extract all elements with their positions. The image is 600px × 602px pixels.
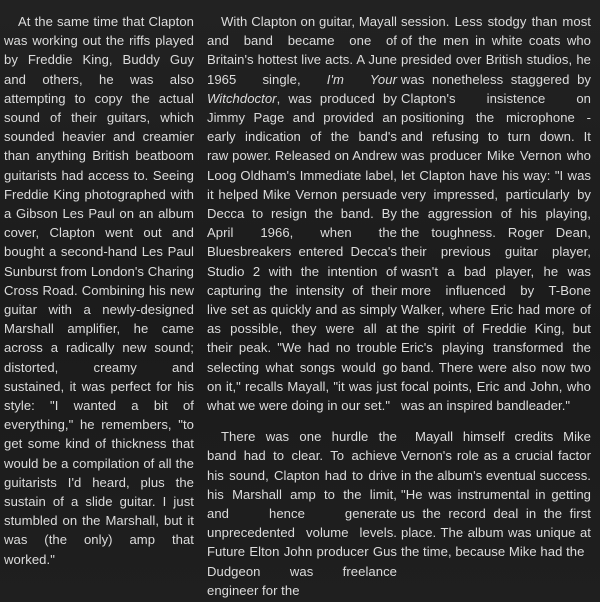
paragraph-text: There was one hurdle the band had to clear. To achieve his sound, Clapton had to drive his Marshall amp to the limit, and hence generate unprecedented volume levels. Future Elton John producer Gus Dudgeon was freelance engineer for the [207,429,397,598]
paragraph [401,12,591,415]
text-column-2 [207,12,397,600]
paragraph [207,427,397,600]
paragraph-text: With Clapton on guitar, Mayall and band became one of Britain's hottest live acts. A June 1965 single, [207,14,397,87]
paragraph-text: , was produced by Jimmy Page and provided an early indication of the band's raw power. Released on Andrew Loog Oldham's Immediate label, it helped Mike Vernon persuade Decca to resign the band. By April 1966, when the Bluesbreakers entered Decca's Studio 2 with the intention of capturing the intensity of their live set as quickly and as simply as possible, they were all at their peak. "We had no trouble selecting what songs would go on it," recalls Mayall, "it was just what we were doing in our set." [207,90,397,414]
paragraph [207,12,397,415]
paragraph-text: session. Less stodgy than most of the men in white coats who presided over British studios, he was nonetheless staggered by Clapton's insistence on positioning the microphone - and refusing to turn down. It was producer Mike Vernon who let Clapton have his way: "I was very impressed, particularly by the aggression of his playing, the toughness. Roger Dean, their previous guitar player, wasn't a bad player, he was more influenced by T-Bone Walker, where Eric had more of the spirit of Freddie King, but Eric's playing transformed the band. There were also now two focal points, Eric and John, who was an inspired bandleader." [401,14,591,414]
paragraph [4,12,194,569]
paragraph [401,427,591,561]
paragraph-text: At the same time that Clapton was working out the riffs played by Freddie King, Buddy Guy and others, he was also attempting to copy the actual sound of their guitars, which sounded heavier and creamier than anything British beatboom guitarists had access to. Seeing Freddie King photographed with a Gibson Les Paul on an album cover, Clapton went out and bought a second-hand Les Paul Sunburst from London's Charing Cross Road. Combining his new guitar with a newly-designed Marshall amplifier, he came across a radically new sound; distorted, creamy and sustained, it was perfect for his style: "I wanted a bit of everything," he remembers, "to get some kind of thickness that would be a compilation of all the guitarists I'd heard, plus the sustain of a slide guitar. I just stumbled on the Marshall, but it was (the only) amp that worked." [4,14,194,567]
text-column-1 [4,12,194,569]
text-column-3 [401,12,591,562]
paragraph-text: Mayall himself credits Mike Vernon's role as a crucial factor in the album's eventual success. "He was instrumental in getting us the record deal in the first place. The album was unique at the time, because Mike had the [401,429,591,560]
single-title: I'm Your Witchdoctor [207,71,397,106]
